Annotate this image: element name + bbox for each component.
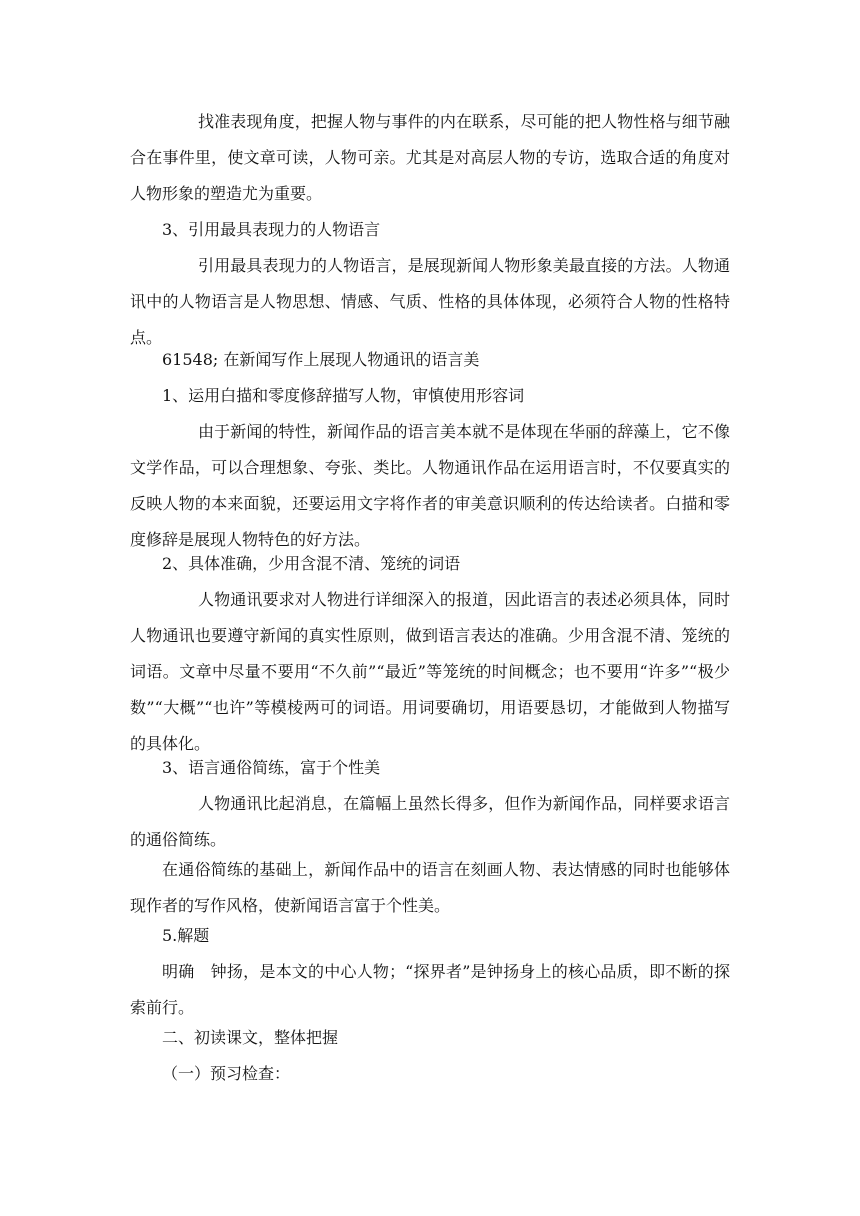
- heading-plain-concise: 3、语言通俗简练，富于个性美: [162, 758, 381, 777]
- paragraph-angle: 找准表现角度，把握人物与事件的内在联系，尽可能的把人物性格与细节融合在事件里，使文章可读，人物可亲。尤其是对高层人物的专访，选取合适的角度对人物形象的塑造尤为重要。: [130, 112, 730, 203]
- paragraph-news-language: 由于新闻的特性，新闻作品的语言美本就不是体现在华丽的辞藻上，它不像文学作品，可以合理想象、夸张、类比。人物通讯作品在运用语言时，不仅要真实的反映人物的本来面貌，还要运用文字将作者的审美意识顺利的传达给读者。白描和零度修辞是展现人物特色的好方法。: [130, 422, 730, 549]
- heading-quote-language: 3、引用最具表现力的人物语言: [162, 220, 381, 239]
- paragraph-specific-accurate: 人物通讯要求对人物进行详细深入的报道，因此语言的表述必须具体，同时人物通讯也要遵守新闻的真实性原则，做到语言表达的准确。少用含混不清、笼统的词语。文章中尽量不要用“不久前”“最近”等笼统的时间概念；也不要用“许多”“极少数”“大概”“也许”等模棱两可的词语。用词要确切，用语要恳切，才能做到人物描写的具体化。: [130, 590, 730, 753]
- paragraph-personal-style: 在通俗简练的基础上，新闻作品中的语言在刻画人物、表达情感的同时也能够体现作者的写作风格，使新闻语言富于个性美。: [130, 860, 730, 915]
- heading-language-beauty: 61548; 在新闻写作上展现人物通讯的语言美: [162, 350, 480, 369]
- heading-title-explanation: 5.解题: [162, 926, 210, 945]
- heading-first-reading: 二、初读课文，整体把握: [162, 1028, 339, 1047]
- heading-plain-description: 1、运用白描和零度修辞描写人物，审慎使用形容词: [162, 386, 525, 405]
- heading-preview-check: （一）预习检查：: [162, 1064, 291, 1083]
- paragraph-title-explanation: 明确 钟扬，是本文的中心人物；“探界者”是钟扬身上的核心品质，即不断的探索前行。: [130, 962, 730, 1017]
- paragraph-quote-language: 引用最具表现力的人物语言，是展现新闻人物形象美最直接的方法。人物通讯中的人物语言是人物思想、情感、气质、性格的具体体现，必须符合人物的性格特点。: [130, 256, 730, 347]
- paragraph-plain-concise: 人物通讯比起消息，在篇幅上虽然长得多，但作为新闻作品，同样要求语言的通俗简练。: [130, 794, 730, 849]
- heading-specific-accurate: 2、具体准确，少用含混不清、笼统的词语: [162, 554, 461, 573]
